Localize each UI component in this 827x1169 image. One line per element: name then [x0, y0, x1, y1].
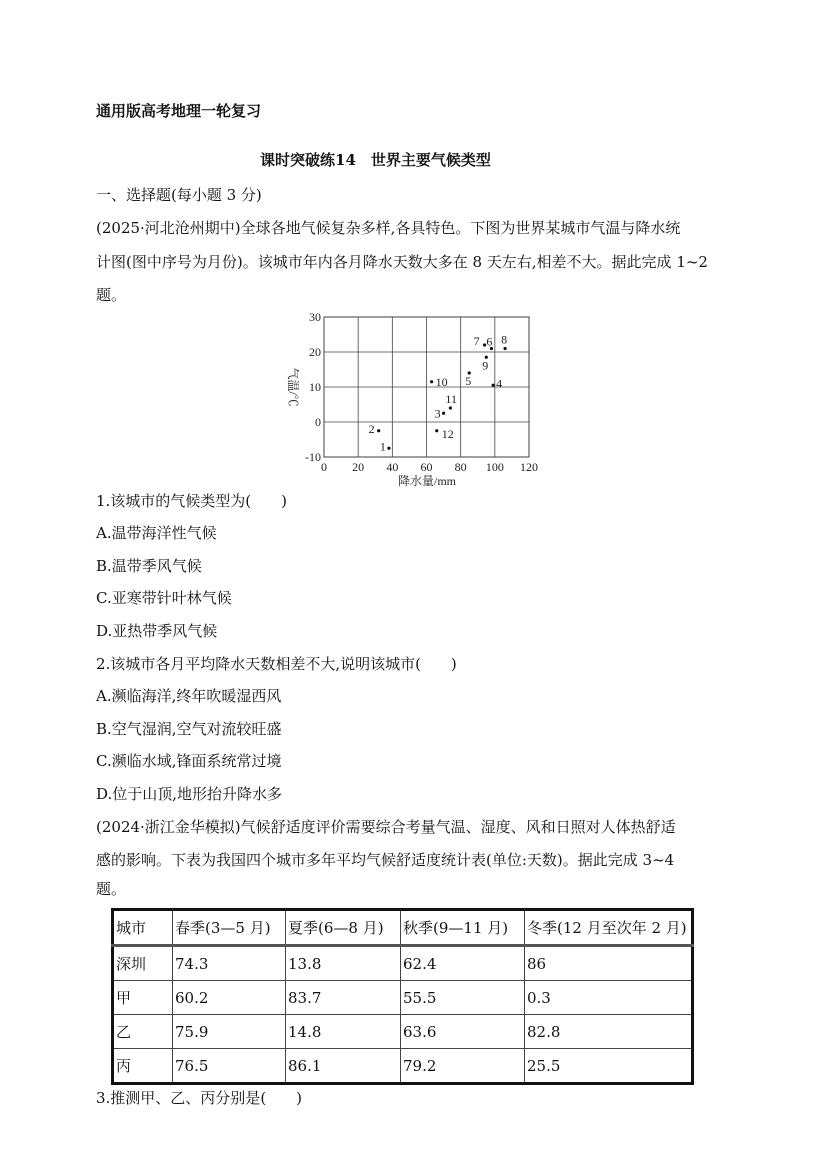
cell: 14.8 — [286, 1015, 401, 1049]
y-tick-label: 10 — [309, 380, 321, 394]
y-tick-label: 30 — [309, 310, 321, 324]
point-label: 3 — [434, 406, 441, 421]
point-label: 1 — [379, 439, 386, 454]
cell: 甲 — [113, 981, 173, 1015]
data-point — [449, 406, 452, 409]
y-axis-label: 气温/℃ — [286, 367, 300, 407]
cell: 13.8 — [286, 946, 401, 981]
cell: 86 — [525, 946, 693, 981]
question-2-stem: 2.该城市各月平均降水天数相差不大,说明该城市( ) — [96, 655, 457, 673]
comfort-table — [111, 908, 694, 1085]
data-point — [442, 412, 445, 415]
cell: 75.9 — [173, 1015, 286, 1049]
cell: 79.2 — [401, 1049, 525, 1084]
question-3-stem: 3.推测甲、乙、丙分别是( ) — [96, 1089, 303, 1107]
x-tick-label: 20 — [352, 460, 365, 474]
table-row — [113, 946, 693, 981]
cell: 乙 — [113, 1015, 173, 1049]
section-heading: 一、选择题(每小题 3 分) — [96, 186, 262, 204]
cell: 62.4 — [401, 946, 525, 981]
page-title: 课时突破练14 世界主要气候类型 — [260, 151, 491, 169]
cell: 0.3 — [525, 981, 693, 1015]
cell: 25.5 — [525, 1049, 693, 1084]
x-tick-label: 80 — [454, 460, 467, 474]
table-row — [113, 981, 693, 1015]
y-tick-label: 20 — [309, 345, 321, 359]
data-point — [492, 384, 495, 387]
header-cell: 春季(3—5 月) — [173, 910, 286, 946]
intro1-line: 题。 — [96, 286, 127, 304]
q2-option-b[interactable]: B.空气湿润,空气对流较旺盛 — [96, 720, 282, 738]
cell: 83.7 — [286, 981, 401, 1015]
header-cell: 冬季(12 月至次年 2 月) — [525, 910, 693, 946]
x-tick-label: 100 — [485, 460, 504, 474]
q2-option-a[interactable]: A.濒临海洋,终年吹暖湿西风 — [96, 687, 282, 705]
question-1-stem: 1.该城市的气候类型为( ) — [96, 492, 288, 510]
x-tick-label: 120 — [520, 460, 538, 474]
climate-scatter-chart — [284, 305, 550, 490]
q1-option-c[interactable]: C.亚寒带针叶林气候 — [96, 589, 232, 607]
document-header: 通用版高考地理一轮复习 — [96, 102, 262, 120]
table-header-row — [113, 910, 693, 946]
q1-option-b[interactable]: B.温带季风气候 — [96, 557, 202, 575]
data-point — [503, 347, 506, 350]
data-point — [435, 429, 438, 432]
point-label: 12 — [441, 426, 454, 441]
intro2-line: (2024·浙江金华模拟)气候舒适度评价需要综合考量气温、湿度、风和日照对人体热舒适 — [96, 818, 676, 836]
cell: 60.2 — [173, 981, 286, 1015]
cell: 82.8 — [525, 1015, 693, 1049]
intro2-line: 感的影响。下表为我国四个城市多年平均气候舒适度统计表(单位:天数)。据此完成 3~4 — [96, 851, 675, 869]
cell: 86.1 — [286, 1049, 401, 1084]
x-axis-label: 降水量/mm — [397, 474, 457, 488]
header-cell: 秋季(9—11 月) — [401, 910, 525, 946]
y-tick-label: 0 — [315, 415, 321, 429]
x-tick-label: 0 — [321, 460, 327, 474]
point-label: 9 — [482, 358, 489, 373]
q2-option-c[interactable]: C.濒临水域,锋面系统常过境 — [96, 752, 282, 770]
q1-option-a[interactable]: A.温带海洋性气候 — [96, 524, 217, 542]
data-point — [483, 343, 486, 346]
cell: 丙 — [113, 1049, 173, 1084]
intro2-line: 题。 — [96, 880, 127, 898]
point-label: 8 — [501, 332, 508, 347]
point-label: 7 — [473, 334, 480, 348]
intro1-line: 计图(图中序号为月份)。该城市年内各月降水天数大多在 8 天左右,相差不大。据此完成 1~2 — [96, 253, 708, 271]
cell: 55.5 — [401, 981, 525, 1015]
data-point — [430, 380, 433, 383]
header-cell: 夏季(6—8 月) — [286, 910, 401, 946]
data-point — [387, 447, 390, 450]
cell: 76.5 — [173, 1049, 286, 1084]
x-tick-label: 60 — [420, 460, 433, 474]
cell: 深圳 — [113, 946, 173, 981]
data-point — [377, 429, 380, 432]
point-label: 11 — [445, 392, 457, 406]
cell: 74.3 — [173, 946, 286, 981]
point-label: 4 — [496, 376, 503, 391]
q2-option-d[interactable]: D.位于山顶,地形抬升降水多 — [96, 785, 283, 803]
point-label: 2 — [368, 421, 375, 436]
cell: 63.6 — [401, 1015, 525, 1049]
point-label: 6 — [486, 334, 493, 349]
table-row — [113, 1015, 693, 1049]
x-tick-label: 40 — [386, 460, 399, 474]
point-label: 10 — [435, 374, 448, 389]
q1-option-d[interactable]: D.亚热带季风气候 — [96, 622, 218, 640]
table-row — [113, 1049, 693, 1084]
point-label: 5 — [465, 374, 472, 388]
header-cell: 城市 — [113, 910, 173, 946]
intro1-line: (2025·河北沧州期中)全球各地气候复杂多样,各具特色。下图为世界某城市气温与降水统 — [96, 219, 681, 237]
y-tick-label: -10 — [305, 450, 321, 464]
